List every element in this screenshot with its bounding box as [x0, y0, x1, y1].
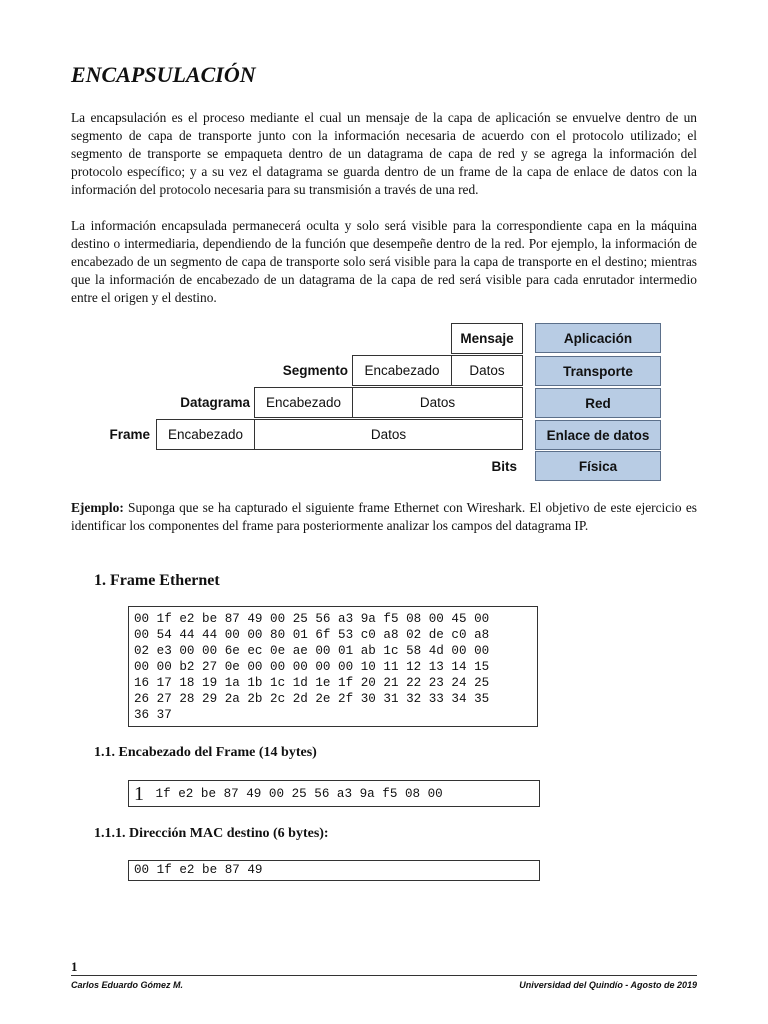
- frame-hex-dump: [128, 606, 538, 727]
- footer-divider: [71, 975, 697, 976]
- section-frame-header-heading: 1.1. Encabezado del Frame (14 bytes): [94, 745, 317, 760]
- layer-enlace-datos: Enlace de datos: [535, 420, 661, 450]
- cell-segmento-datos: Datos: [451, 355, 523, 386]
- example-text: Suponga que se ha capturado el siguiente frame Ethernet con Wireshark. El objetivo de este ejercicio es identificar los componentes del frame para posteriormente analizar los campos del datagrama IP.: [71, 500, 697, 534]
- label-segmento: Segmento: [282, 363, 348, 378]
- section-frame-ethernet-heading: 1. Frame Ethernet: [94, 572, 220, 589]
- footer-author: Carlos Eduardo Gómez M.: [71, 980, 184, 990]
- page-number: 1: [71, 959, 78, 974]
- intro-paragraph: La encapsulación es el proceso mediante el cual un mensaje de la capa de aplicación se envuelve dentro de un segmento de capa de transporte junto con la información necesaria de acuerdo con el protocolo utilizado; el segmento de transporte se empaqueta dentro de un datagrama de capa de red y se agrega la información del protocolo específico; y a su vez el datagrama se guarda dentro de un frame de la capa de enlace de datos con la información del protocolo necesaria para su transmisión a través de una red.: [71, 110, 697, 198]
- cell-frame-datos: Datos: [254, 419, 523, 450]
- section-mac-destino-heading: 1.1.1. Dirección MAC destino (6 bytes):: [94, 826, 329, 841]
- example-paragraph: [71, 499, 697, 535]
- info-paragraph: La información encapsulada permanecerá oculta y solo será visible para la correspondiente capa en la máquina destino o intermediaria, dependiendo de la función que desempeñe dentro de la red. Por ejemplo, la información de encabezado de un segmento de capa de transporte solo será visible para la capa de transporte en el destino; mientras que la información de encabezado de un datagrama de la capa de red será visible para cada enrutador intermedio entre el origen y el destino.: [71, 218, 697, 306]
- hex-line: 00 1f e2 be 87 49 00 25 56 a3 9a f5 08 00 45 00: [134, 612, 490, 626]
- hex-line: 00 54 44 44 00 00 80 01 6f 53 c0 a8 02 de c0 a8: [134, 628, 490, 642]
- label-frame: Frame: [109, 427, 150, 442]
- layer-aplicacion: Aplicación: [535, 323, 661, 353]
- cell-frame-encabezado: Encabezado: [156, 419, 255, 450]
- footer-organization: Universidad del Quindío - Agosto de 2019: [519, 980, 697, 990]
- hex-line: 00 00 b2 27 0e 00 00 00 00 00 10 11 12 13 14 15: [134, 660, 490, 674]
- label-datagrama: Datagrama: [180, 395, 250, 410]
- hex-line: 02 e3 00 00 6e ec 0e ae 00 01 ab 1c 58 4d 00 00: [134, 644, 490, 658]
- mac-destino-bytes: 00 1f e2 be 87 49: [134, 863, 263, 877]
- page-title: ENCAPSULACIÓN: [71, 62, 256, 87]
- hex-line: 16 17 18 19 1a 1b 1c 1d 1e 1f 20 21 22 23 24 25: [134, 676, 490, 690]
- frame-header-hex: [128, 780, 540, 807]
- frame-header-lead: 1: [134, 783, 144, 805]
- cell-segmento-encabezado: Encabezado: [352, 355, 452, 386]
- hex-line: 26 27 28 29 2a 2b 2c 2d 2e 2f 30 31 32 33 34 35: [134, 692, 490, 706]
- cell-mensaje: Mensaje: [451, 323, 523, 354]
- frame-header-bytes: 1f e2 be 87 49 00 25 56 a3 9a f5 08 00: [148, 787, 443, 801]
- cell-datagrama-encabezado: Encabezado: [254, 387, 353, 418]
- example-lead: Ejemplo:: [71, 500, 124, 515]
- layer-fisica: Física: [535, 451, 661, 481]
- layer-transporte: Transporte: [535, 356, 661, 386]
- label-bits: Bits: [491, 459, 517, 474]
- hex-line: 36 37: [134, 708, 172, 722]
- layer-red: Red: [535, 388, 661, 418]
- cell-datagrama-datos: Datos: [352, 387, 523, 418]
- mac-destino-hex: [128, 860, 540, 881]
